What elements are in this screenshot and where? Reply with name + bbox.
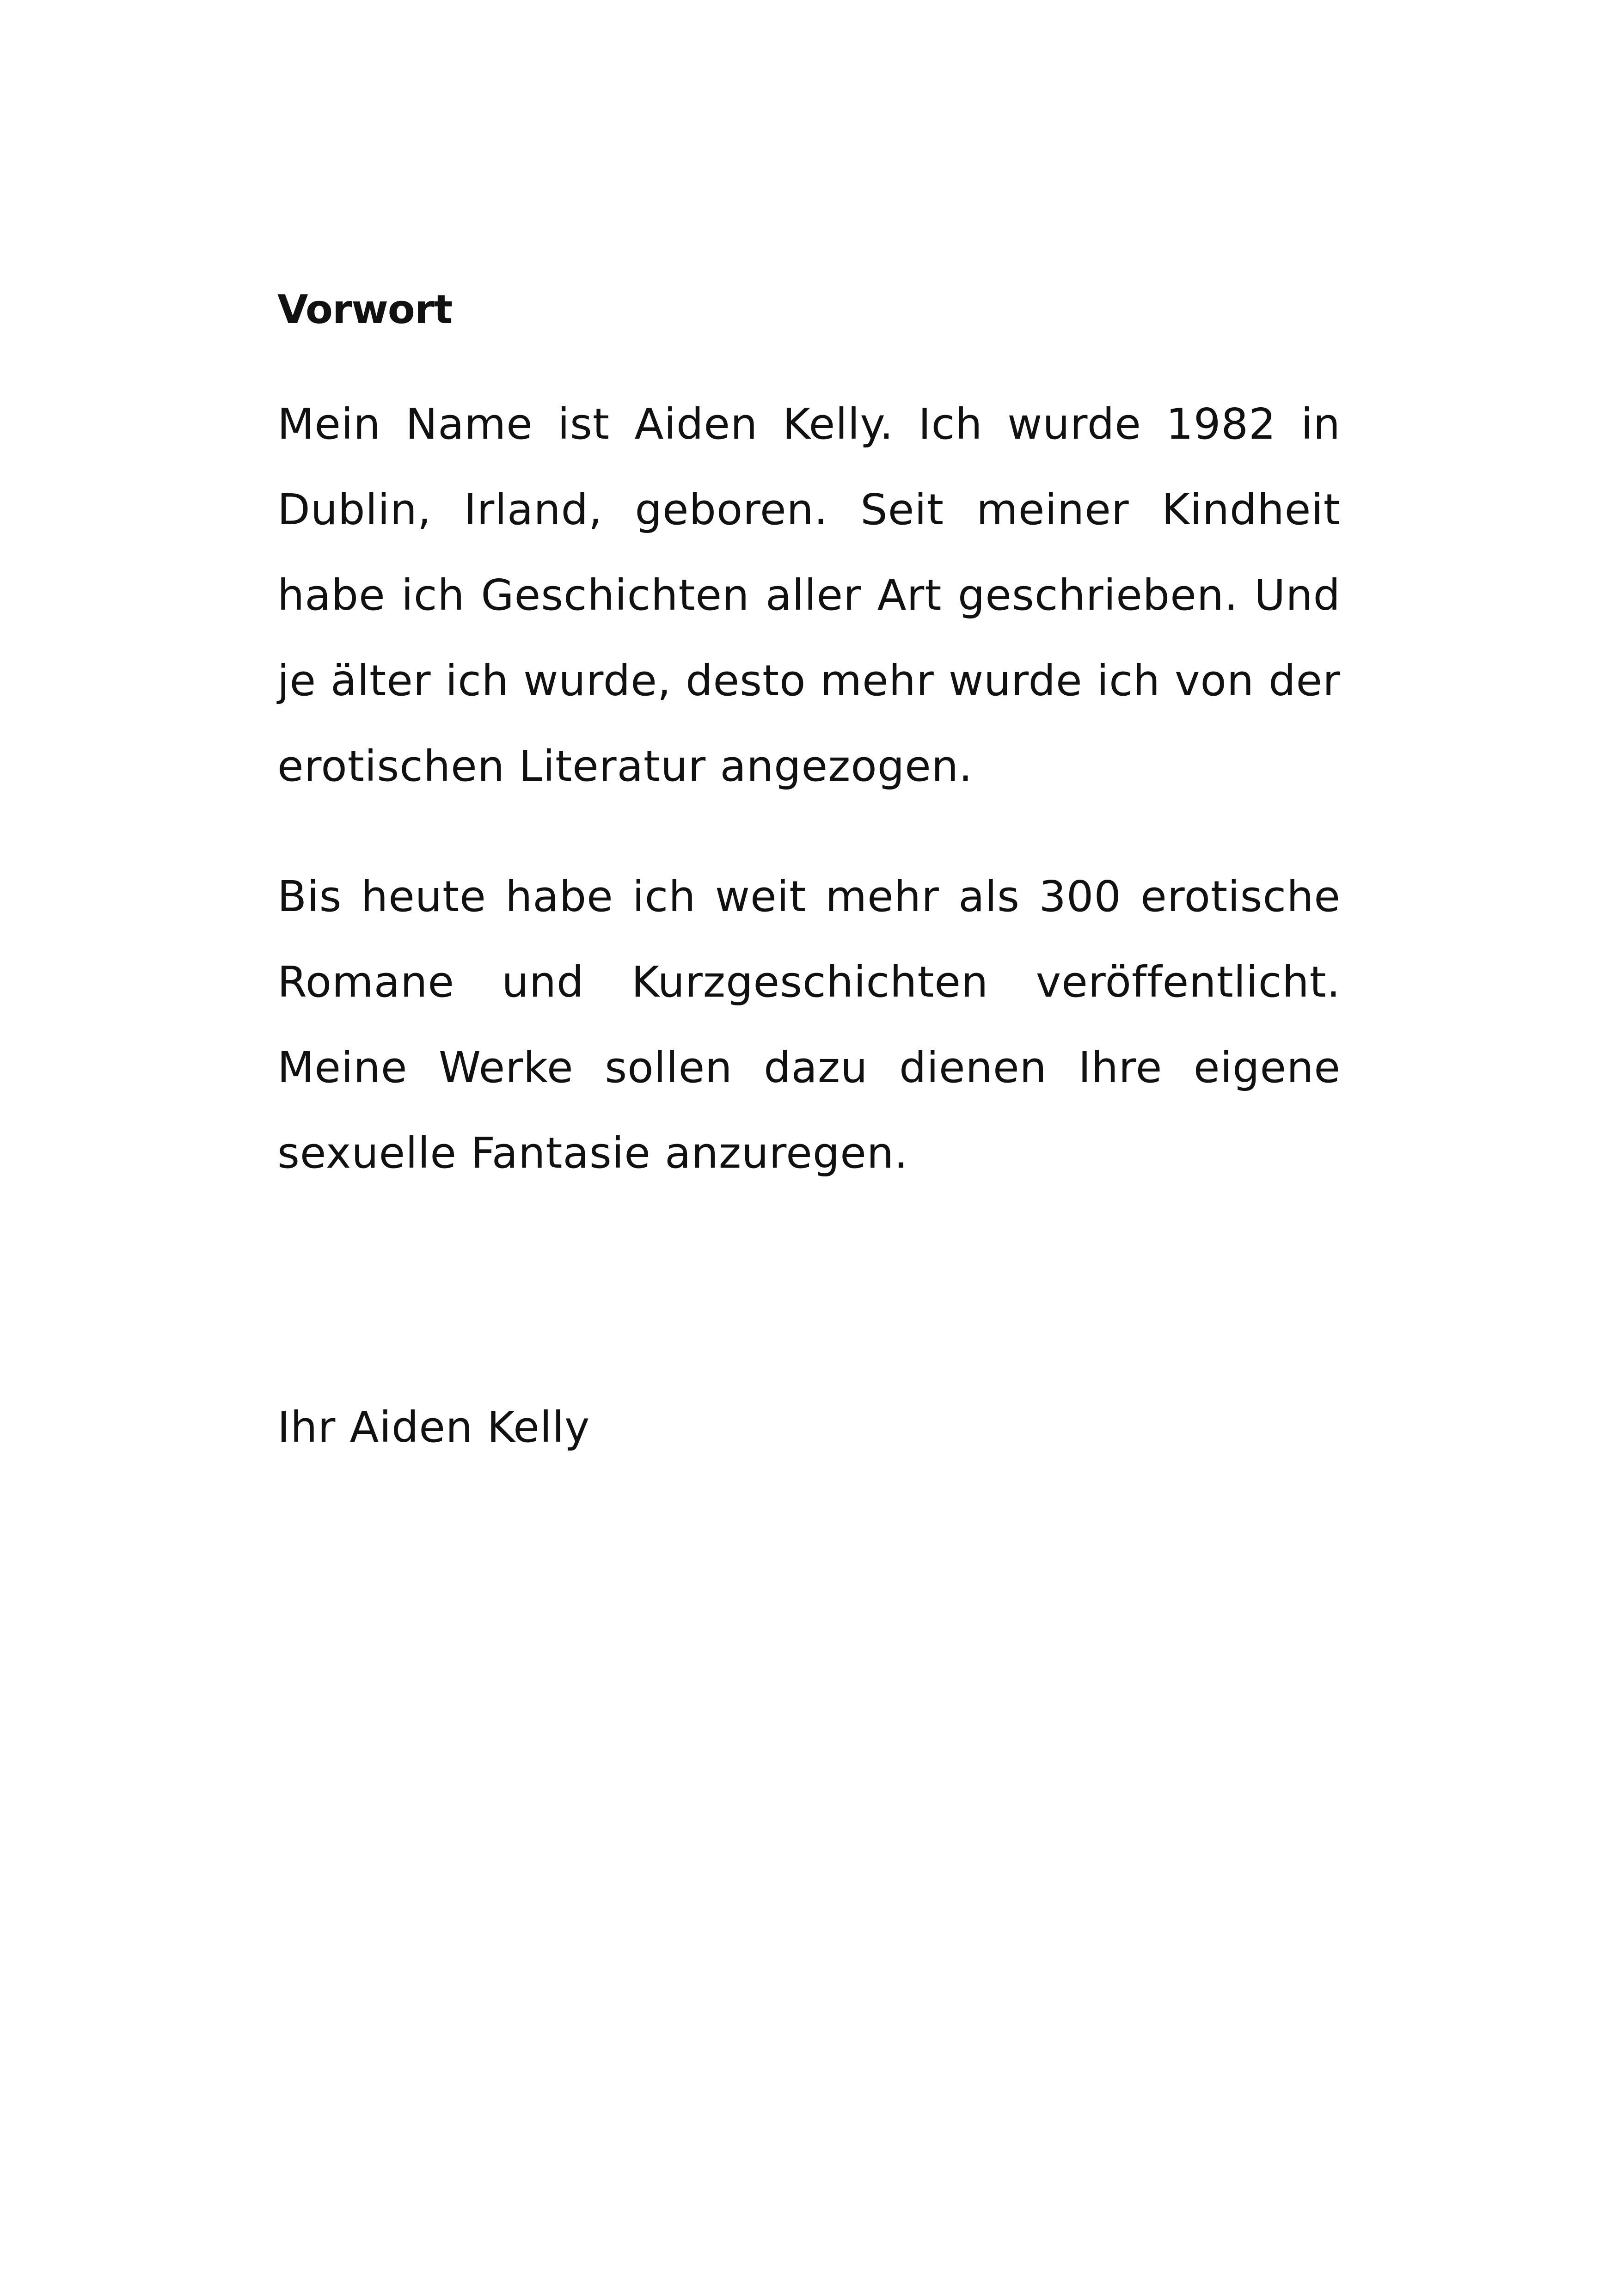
page-title: Vorwort: [277, 287, 453, 333]
document-body: [277, 277, 1341, 1452]
paragraph-works: Bis heute habe ich weit mehr als 300 erotische Romane und Kurzgeschichten veröffentlicht. Meine Werke sollen dazu dienen Ihre eigene sexuelle Fantasie anzuregen.: [277, 872, 1341, 1178]
paragraph-intro: Mein Name ist Aiden Kelly. Ich wurde 1982 in Dublin, Irland, geboren. Seit meiner Kindheit habe ich Geschichten aller Art geschrieben. Und je älter ich wurde, desto mehr wurde ich von der erotischen Literatur angezogen.: [277, 399, 1341, 791]
signature: Ihr Aiden Kelly: [277, 1402, 590, 1452]
